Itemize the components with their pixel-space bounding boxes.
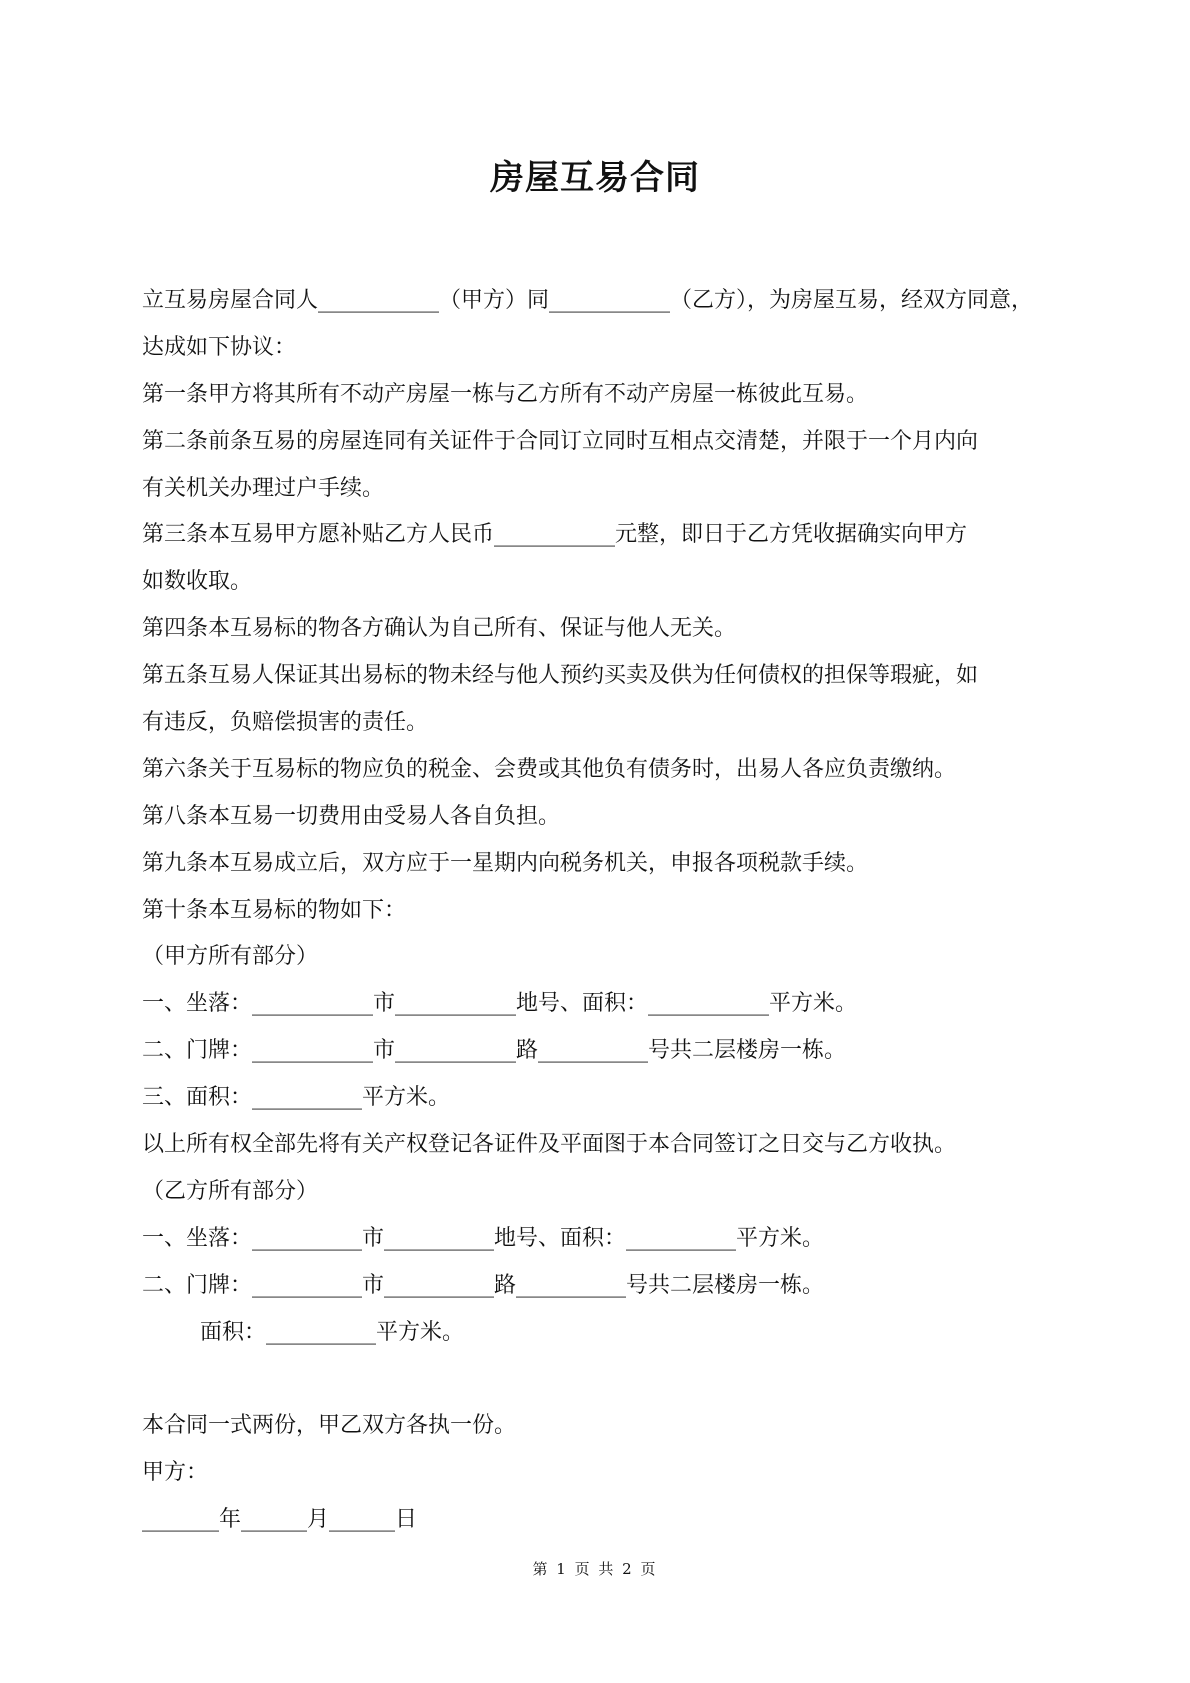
clause-3-line-2: 如数收取。	[142, 569, 253, 595]
page-number: 第 1 页 共 2 页	[532, 1560, 658, 1578]
document-title: 房屋互易合同	[490, 158, 700, 198]
copies-note: 本合同一式两份，甲乙双方各执一份。	[142, 1413, 517, 1439]
clause-5-line-1: 第五条互易人保证其出易标的物未经与他人预约买卖及供为任何债权的担保等瑕疵，如	[142, 663, 979, 689]
clause-10: 第十条本互易标的物如下：	[142, 897, 407, 923]
clause-3-line-1: 第三条本互易甲方愿补贴乙方人民币___________元整，即日于乙方凭收据确实向甲方	[142, 522, 968, 548]
clause-2-line-2: 有关机关办理过户手续。	[142, 475, 385, 501]
clause-4: 第四条本互易标的物各方确认为自己所有、保证与他人无关。	[142, 616, 737, 642]
document-body	[142, 278, 1057, 1544]
party-a-signature-label: 甲方：	[142, 1460, 209, 1486]
signature-date: _______年______月______日	[142, 1507, 418, 1533]
clause-8: 第八条本互易一切费用由受易人各自负担。	[142, 803, 561, 829]
preamble-line-1: 立互易房屋合同人___________（甲方）同___________（乙方），为房屋互易，经双方同意，	[142, 288, 1034, 313]
party-b-location: 一、坐落：__________市__________地号、面积：__________平方米。	[142, 1225, 825, 1251]
party-b-address: 二、门牌：__________市__________路__________号共二层楼房一栋。	[142, 1272, 825, 1298]
clause-2-line-1: 第二条前条互易的房屋连同有关证件于合同订立同时互相点交清楚，并限于一个月内向	[142, 428, 979, 454]
blank-spacer	[142, 1356, 1057, 1403]
party-a-area: 三、面积：__________平方米。	[142, 1085, 451, 1111]
party-b-area: 面积：__________平方米。	[200, 1319, 465, 1345]
clause-5-line-2: 有违反，负赔偿损害的责任。	[142, 710, 429, 736]
clause-9: 第九条本互易成立后，双方应于一星期内向税务机关，申报各项税款手续。	[142, 850, 869, 876]
party-b-section-heading: （乙方所有部分）	[142, 1178, 319, 1204]
clause-6: 第六条关于互易标的物应负的税金、会费或其他负有债务时，出易人各应负责缴纳。	[142, 756, 957, 782]
preamble-line-2: 达成如下协议：	[142, 334, 297, 360]
party-a-location: 一、坐落：___________市___________地号、面积：___________平方米。	[142, 991, 858, 1017]
party-a-address: 二、门牌：___________市___________路__________号共二层楼房一栋。	[142, 1038, 847, 1064]
ownership-transfer-note: 以上所有权全部先将有关产权登记各证件及平面图于本合同签订之日交与乙方收执。	[142, 1132, 957, 1158]
party-a-section-heading: （甲方所有部分）	[142, 944, 319, 970]
clause-1: 第一条甲方将其所有不动产房屋一栋与乙方所有不动产房屋一栋彼此互易。	[142, 381, 869, 407]
